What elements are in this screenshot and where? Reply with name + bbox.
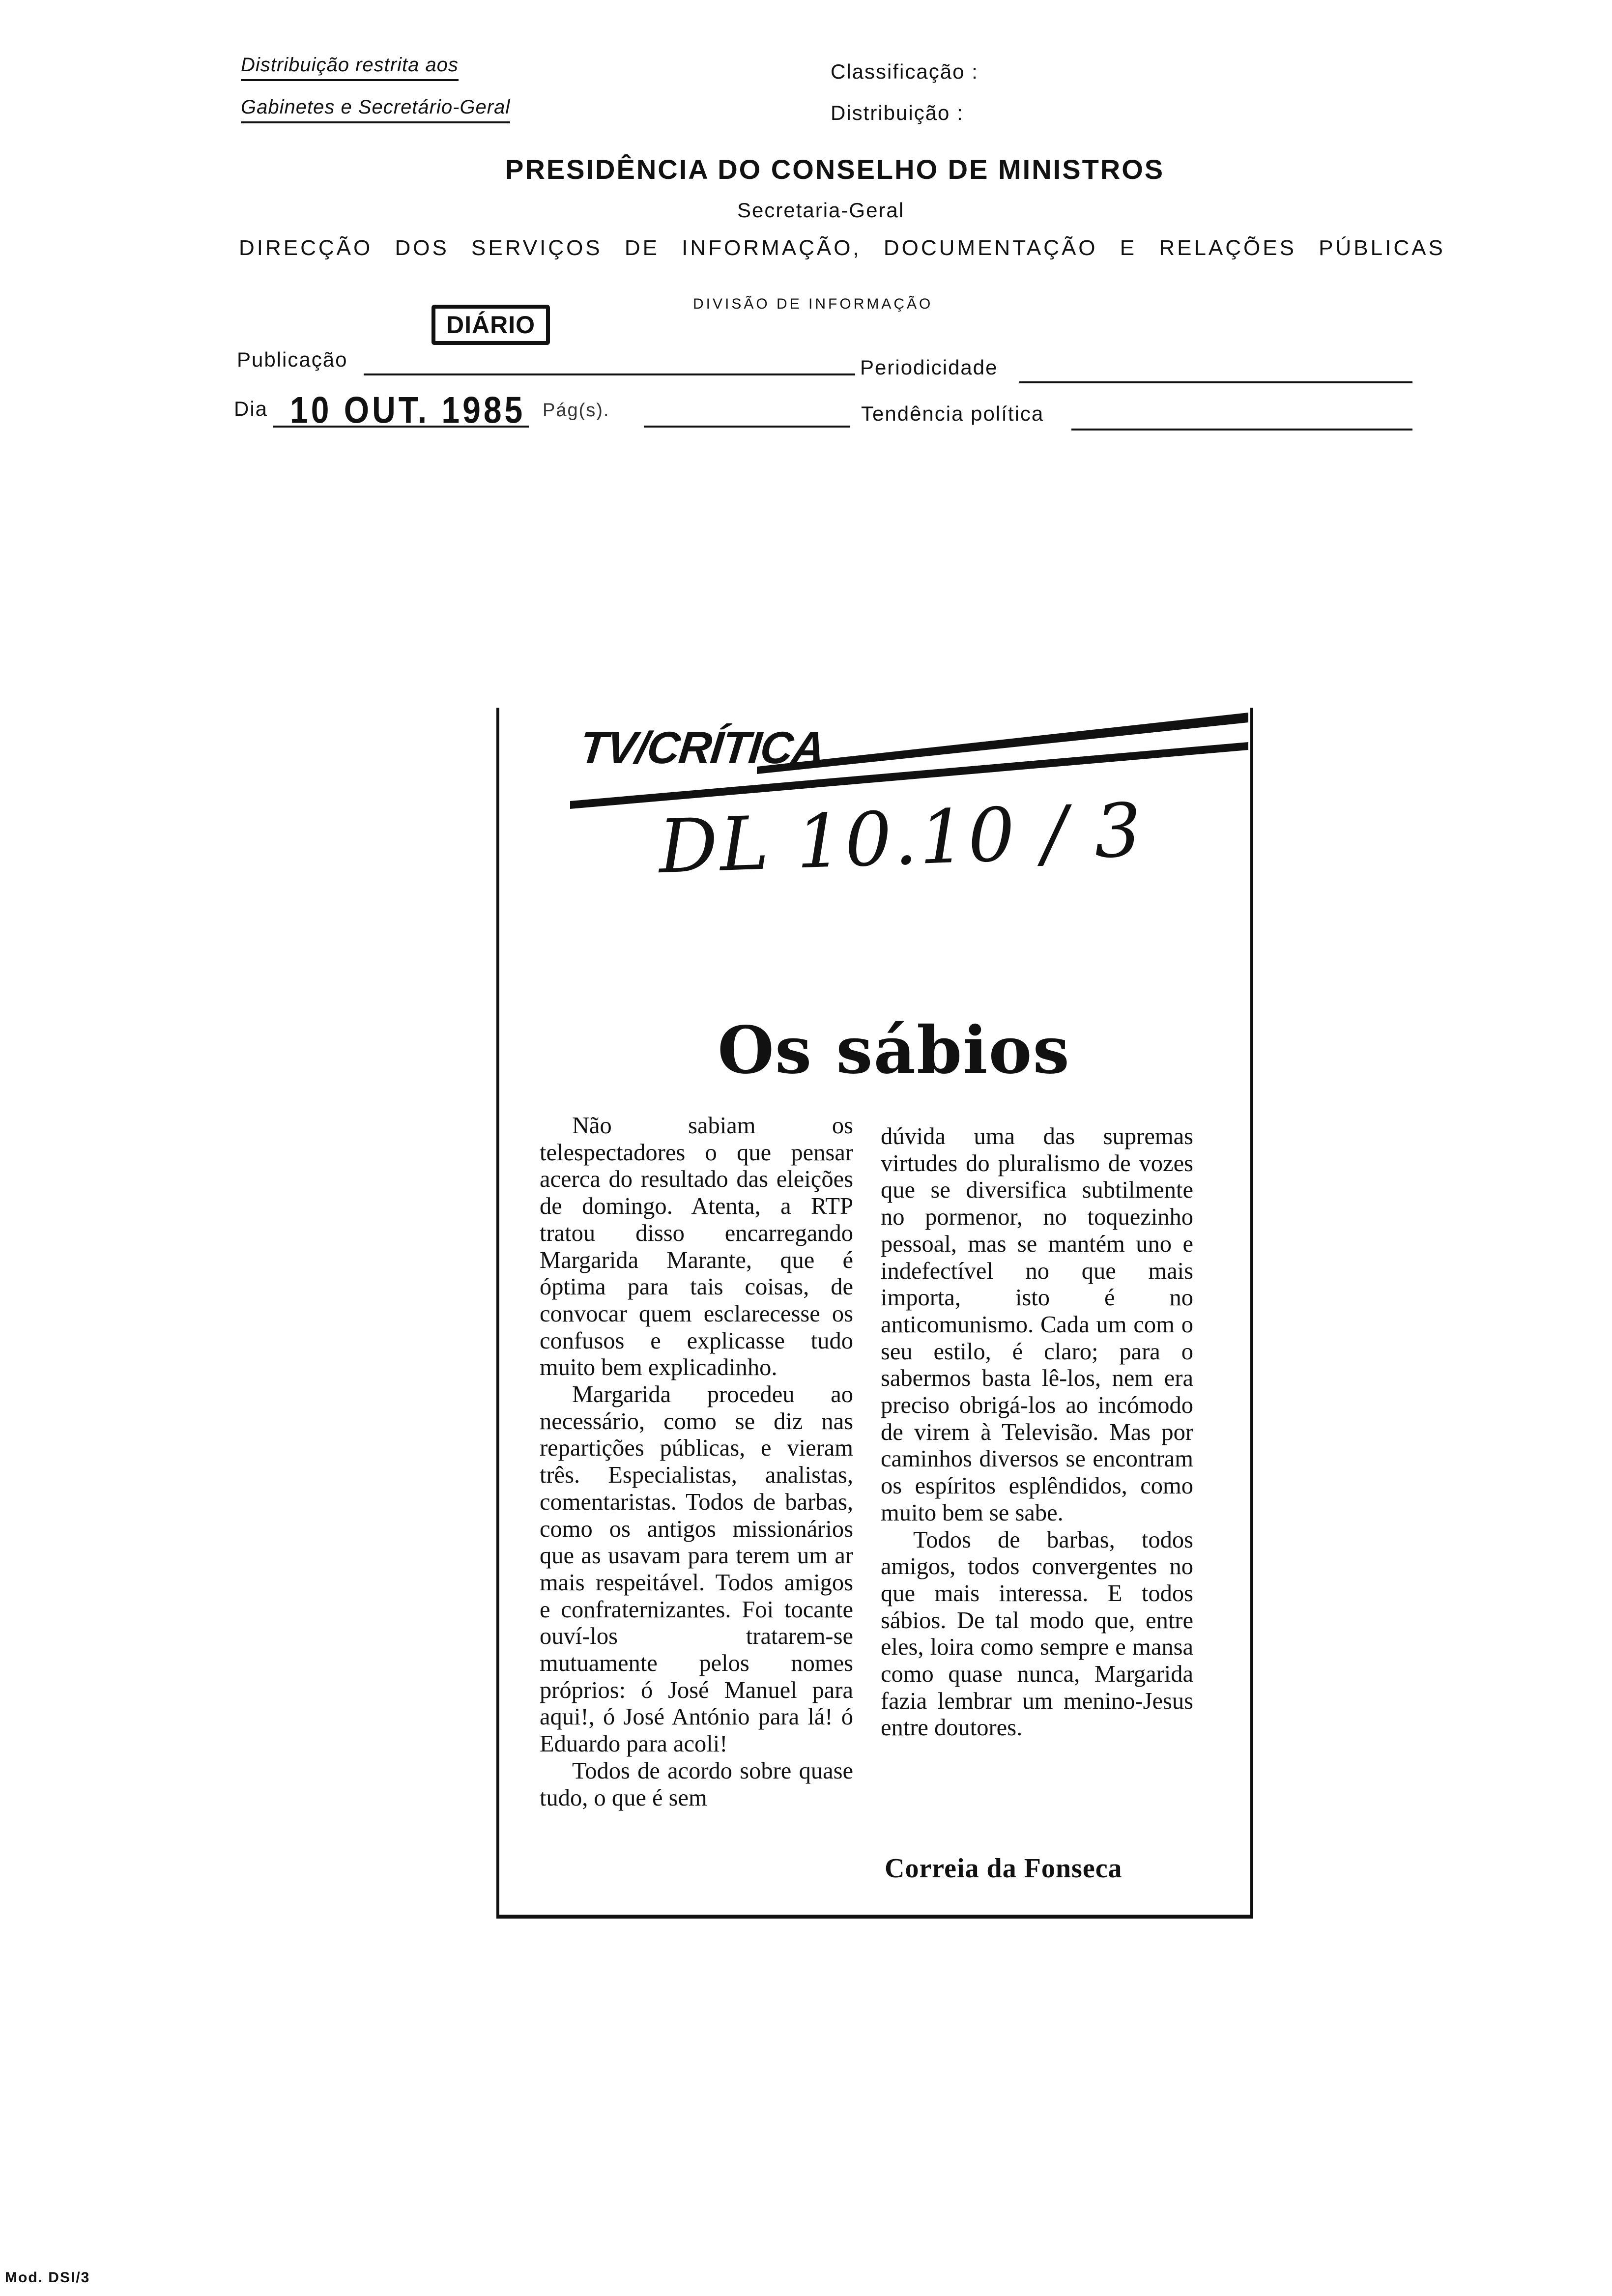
political-label: Tendência política	[861, 402, 1044, 425]
periodicity-line	[1019, 381, 1412, 383]
paragraph: Margarida procedeu ao necessário, como se diz nas repartições públicas, e vieram três. Especialistas, analistas, comentaristas. Todos de barbas, como os antigos missionários que as usavam para terem um ar mais respeitável. Todos amigos e confraternizantes. Foi tocante ouví-los tratarem-se mutuamente pelos nomes próprios: ó José Manuel para aqui!, ó José António para lá! ó Eduardo para acoli!	[540, 1381, 853, 1757]
article-column-right	[881, 1123, 1193, 1742]
paragraph: dúvida uma das supremas virtudes do pluralismo de vozes que se diversifica subtilmente no pormenor, no toquezinho pessoal, mas se mantém uno e indefectível no que mais importa, isto é no anticomunismo. Cada um com o seu estilo, é claro; para o sabermos basta lê-los, nem era preciso obrigá-los ao incómodo de virem à Televisão. Mas por caminhos diversos se encontram os espíritos esplêndidos, como muito bem se sabe.	[881, 1123, 1193, 1526]
publication-line	[364, 373, 855, 375]
political-line	[1071, 429, 1412, 430]
paragraph: Não sabiam os telespectadores o que pensar acerca do resultado das eleições de domingo. Atenta, a RTP tratou disso encarregando Margarida Marante, que é óptima para tais coisas, de convocar quem esclarecesse os confusos e explicasse tudo muito bem explicadinho.	[540, 1113, 853, 1381]
directorate-title: DIRECÇÃO DOS SERVIÇOS DE INFORMAÇÃO, DOCUMENTAÇÃO E RELAÇÕES PÚBLICAS	[239, 236, 1445, 260]
presidency-title: PRESIDÊNCIA DO CONSELHO DE MINISTROS	[505, 154, 1165, 185]
date-stamp: 10 OUT. 1985	[290, 389, 526, 431]
periodicity-label: Periodicidade	[860, 356, 998, 379]
restricted-line-1: Distribuição restrita aos	[241, 54, 459, 81]
publication-stamp: DIÁRIO	[432, 305, 550, 345]
pages-label: Pág(s).	[543, 400, 610, 421]
distribution-label: Distribuição :	[831, 101, 964, 124]
section-title: TV/CRÍTICA	[577, 723, 827, 773]
restricted-line-2: Gabinetes e Secretário-Geral	[241, 96, 510, 123]
form-code: Mod. DSI/3	[5, 2269, 90, 2286]
handwritten-reference: DL 10.10 / 3	[657, 787, 1145, 890]
article-headline: Os sábios	[718, 1012, 1070, 1089]
secretariat-title: Secretaria-Geral	[737, 199, 905, 222]
day-label: Dia	[234, 397, 268, 420]
article-byline: Correia da Fonseca	[885, 1853, 1123, 1884]
paragraph: Todos de barbas, todos amigos, todos convergentes no que mais interessa. E todos sábios. De tal modo que, entre eles, loira como sempre e mansa como quase nunca, Margarida fazia lembrar um menino-Jesus entre doutores.	[881, 1526, 1193, 1741]
publication-label: Publicação	[237, 348, 348, 371]
division-title: DIVISÃO DE INFORMAÇÃO	[693, 296, 933, 312]
paragraph: Todos de acordo sobre quase tudo, o que é sem	[540, 1757, 853, 1811]
classification-label: Classificação :	[831, 60, 979, 83]
pages-line	[644, 426, 850, 428]
article-column-left	[540, 1113, 853, 1811]
